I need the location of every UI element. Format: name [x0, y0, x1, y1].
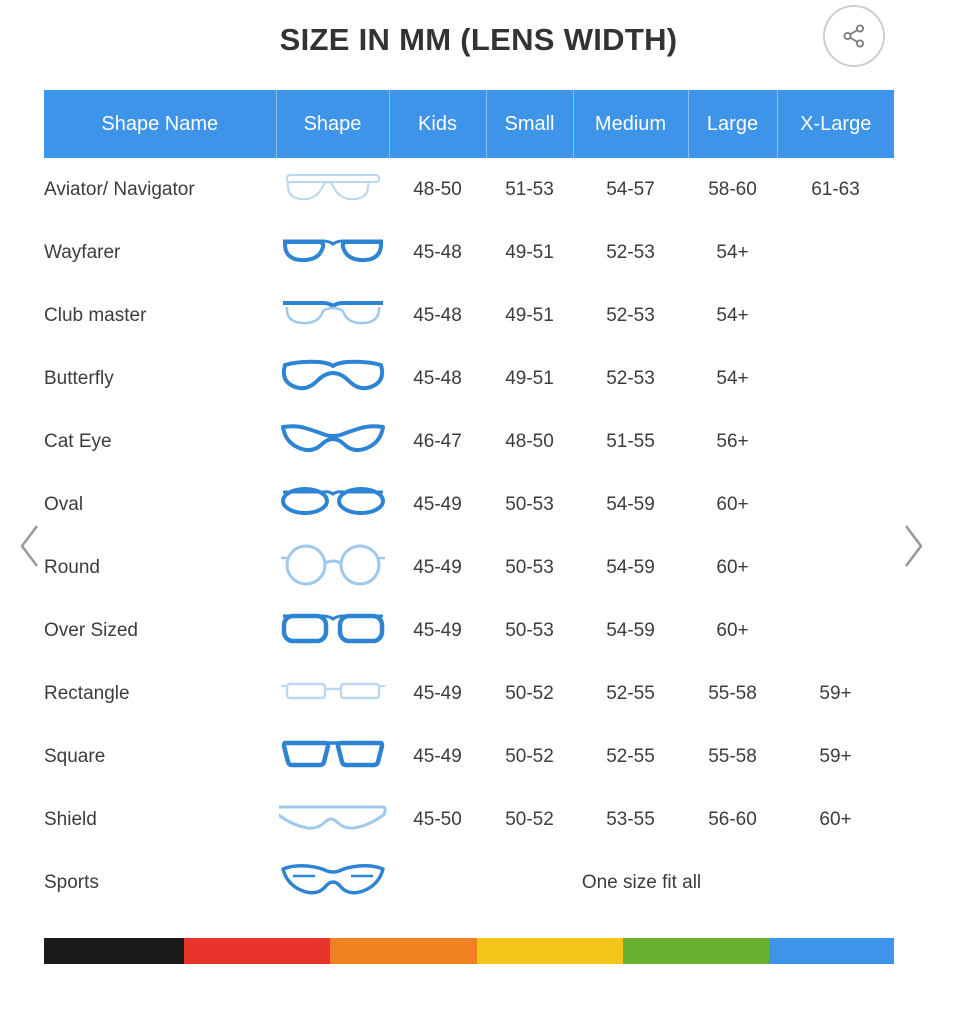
column-header-shape-name: Shape Name — [44, 90, 276, 158]
table-row — [44, 662, 894, 725]
color-segment-green — [623, 938, 769, 964]
row-label: Oval — [44, 473, 276, 536]
oversized-glasses-icon — [276, 599, 389, 662]
cell-kids: 45-48 — [389, 347, 486, 410]
cell-small: 48-50 — [486, 410, 573, 473]
cell-large: 56+ — [688, 410, 777, 473]
cell-kids: 45-49 — [389, 536, 486, 599]
cell-xlarge — [777, 221, 894, 284]
cell-large: 54+ — [688, 284, 777, 347]
clubmaster-glasses-icon — [276, 284, 389, 347]
table-row — [44, 221, 894, 284]
cell-small: 50-52 — [486, 788, 573, 851]
table-row — [44, 725, 894, 788]
cell-large: 58-60 — [688, 158, 777, 221]
share-button[interactable] — [823, 5, 885, 67]
cell-kids: 45-48 — [389, 221, 486, 284]
table-row — [44, 788, 894, 851]
cell-xlarge — [777, 473, 894, 536]
cell-large: 55-58 — [688, 662, 777, 725]
cell-medium: 51-55 — [573, 410, 688, 473]
sports-glasses-icon — [276, 851, 389, 914]
color-bar — [44, 938, 894, 964]
row-label: Cat Eye — [44, 410, 276, 473]
previous-slide-button[interactable] — [8, 520, 52, 572]
row-label: Square — [44, 725, 276, 788]
cell-kids: 45-49 — [389, 599, 486, 662]
column-header-large: Large — [688, 90, 777, 158]
cell-medium: 52-55 — [573, 662, 688, 725]
cell-kids: 45-49 — [389, 725, 486, 788]
cell-kids: 46-47 — [389, 410, 486, 473]
wayfarer-glasses-icon — [276, 221, 389, 284]
cell-medium: 54-59 — [573, 536, 688, 599]
column-header-medium: Medium — [573, 90, 688, 158]
aviator-glasses-icon — [276, 158, 389, 221]
color-segment-blue — [769, 938, 894, 964]
chevron-right-icon — [900, 522, 926, 570]
cell-xlarge — [777, 410, 894, 473]
table-row — [44, 410, 894, 473]
color-segment-black — [44, 938, 184, 964]
cell-xlarge: 59+ — [777, 662, 894, 725]
cell-large: 60+ — [688, 473, 777, 536]
row-label: Wayfarer — [44, 221, 276, 284]
rectangle-glasses-icon — [276, 662, 389, 725]
cell-xlarge — [777, 536, 894, 599]
cateye-glasses-icon — [276, 410, 389, 473]
column-header-small: Small — [486, 90, 573, 158]
page-title: SIZE IN MM (LENS WIDTH) — [279, 22, 678, 57]
cell-large: 54+ — [688, 221, 777, 284]
row-label: Club master — [44, 284, 276, 347]
cell-medium: 54-57 — [573, 158, 688, 221]
title-bar — [0, 0, 957, 88]
cell-small: 50-53 — [486, 599, 573, 662]
cell-kids: 45-49 — [389, 662, 486, 725]
row-label: Butterfly — [44, 347, 276, 410]
row-label: Round — [44, 536, 276, 599]
square-glasses-icon — [276, 725, 389, 788]
share-icon — [841, 23, 867, 49]
table-body — [44, 158, 894, 914]
shield-glasses-icon — [276, 788, 389, 851]
cell-small: 49-51 — [486, 221, 573, 284]
cell-small: 50-52 — [486, 725, 573, 788]
color-segment-red — [184, 938, 330, 964]
table-row — [44, 158, 894, 221]
butterfly-glasses-icon — [276, 347, 389, 410]
cell-xlarge — [777, 284, 894, 347]
cell-kids: 45-48 — [389, 284, 486, 347]
cell-medium: 52-55 — [573, 725, 688, 788]
table-row — [44, 599, 894, 662]
cell-small: 49-51 — [486, 284, 573, 347]
cell-medium: 52-53 — [573, 284, 688, 347]
cell-kids: 45-49 — [389, 473, 486, 536]
cell-xlarge: 61-63 — [777, 158, 894, 221]
cell-xlarge — [777, 347, 894, 410]
size-chart-table — [44, 90, 894, 914]
column-header-xlarge: X-Large — [777, 90, 894, 158]
color-segment-orange — [330, 938, 476, 964]
cell-small: 50-53 — [486, 536, 573, 599]
row-label: Shield — [44, 788, 276, 851]
table-row — [44, 536, 894, 599]
row-label: Rectangle — [44, 662, 276, 725]
cell-xlarge: 60+ — [777, 788, 894, 851]
next-slide-button[interactable] — [891, 520, 935, 572]
cell-small: 49-51 — [486, 347, 573, 410]
cell-large: 55-58 — [688, 725, 777, 788]
cell-xlarge: 59+ — [777, 725, 894, 788]
table-row — [44, 851, 894, 914]
table-row — [44, 473, 894, 536]
cell-kids: 45-50 — [389, 788, 486, 851]
table-row — [44, 284, 894, 347]
cell-small: 51-53 — [486, 158, 573, 221]
cell-large: 60+ — [688, 536, 777, 599]
cell-small: 50-53 — [486, 473, 573, 536]
row-label: Aviator/ Navigator — [44, 158, 276, 221]
oval-glasses-icon — [276, 473, 389, 536]
cell-medium: 52-53 — [573, 221, 688, 284]
row-label: Sports — [44, 851, 276, 914]
cell-large: 54+ — [688, 347, 777, 410]
cell-xlarge — [777, 599, 894, 662]
table-row — [44, 347, 894, 410]
cell-large: 60+ — [688, 599, 777, 662]
cell-one-size: One size fit all — [389, 851, 894, 914]
column-header-shape: Shape — [276, 90, 389, 158]
chevron-left-icon — [17, 522, 43, 570]
cell-kids: 48-50 — [389, 158, 486, 221]
cell-medium: 53-55 — [573, 788, 688, 851]
row-label: Over Sized — [44, 599, 276, 662]
column-header-kids: Kids — [389, 90, 486, 158]
size-chart-table-wrapper — [44, 90, 894, 914]
cell-medium: 54-59 — [573, 473, 688, 536]
cell-medium: 52-53 — [573, 347, 688, 410]
table-header-row — [44, 90, 894, 158]
cell-medium: 54-59 — [573, 599, 688, 662]
cell-large: 56-60 — [688, 788, 777, 851]
cell-small: 50-52 — [486, 662, 573, 725]
color-segment-yellow — [477, 938, 623, 964]
round-glasses-icon — [276, 536, 389, 599]
